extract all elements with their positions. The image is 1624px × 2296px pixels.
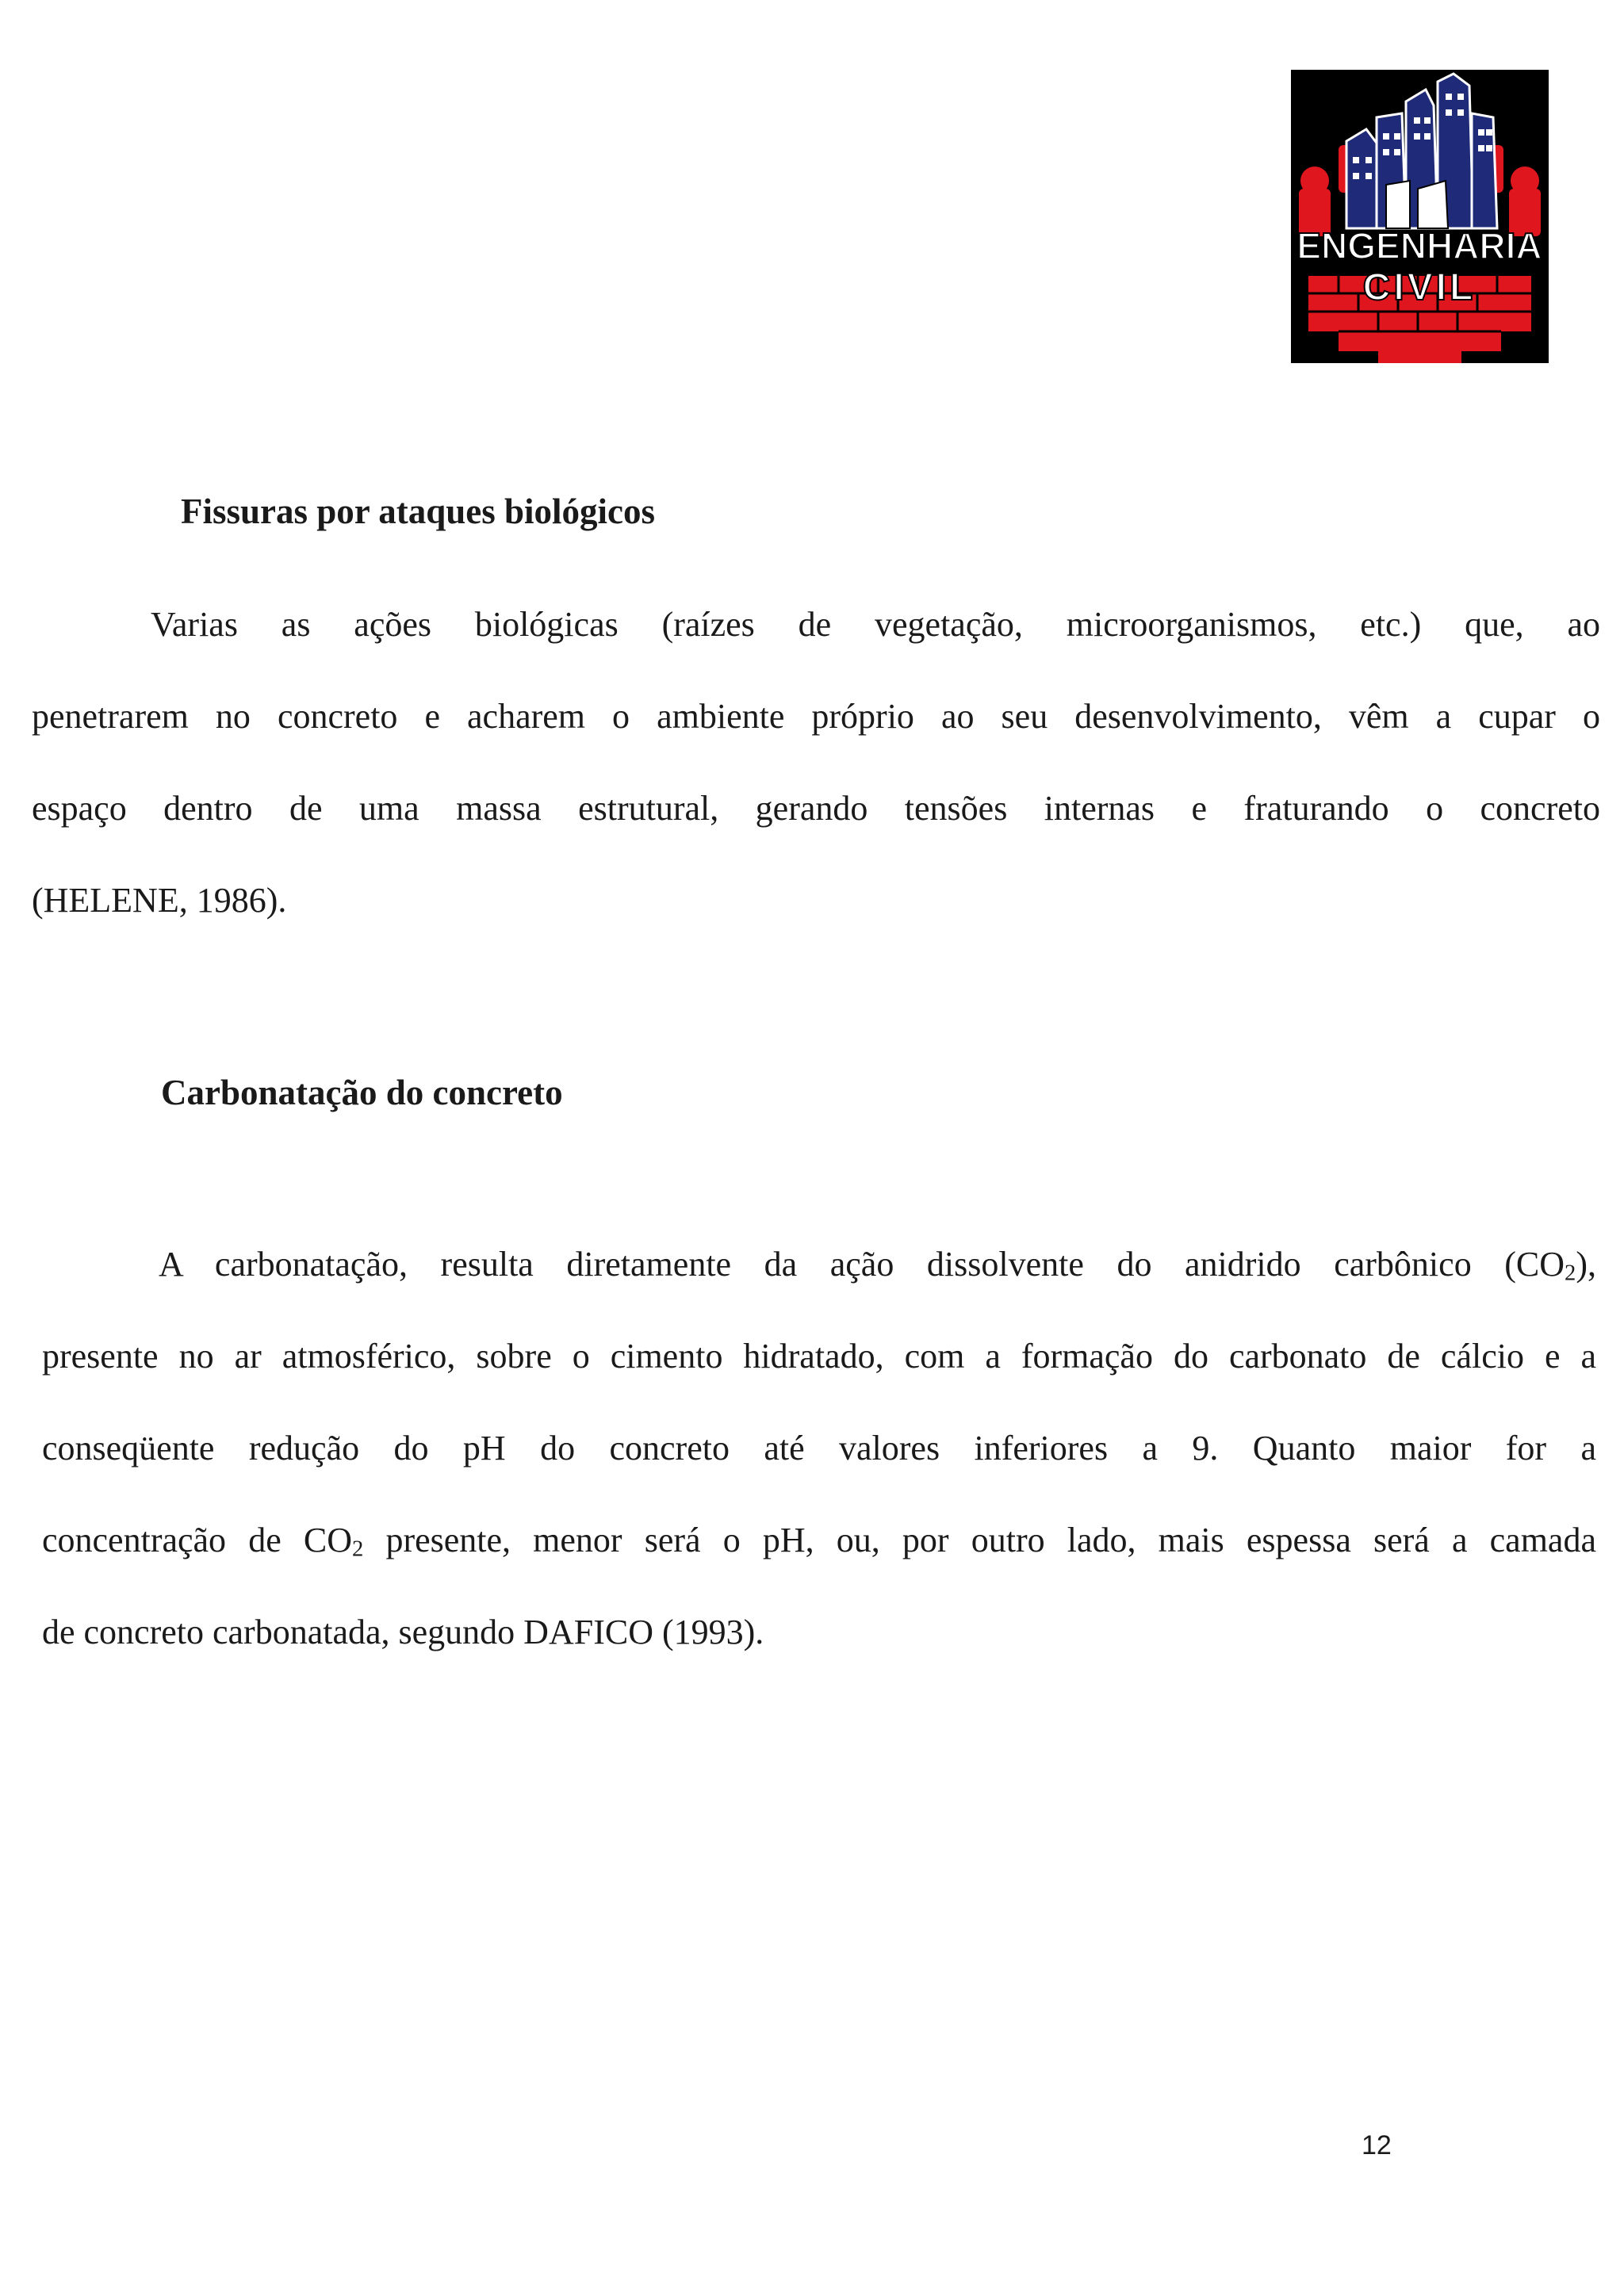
- subscript: 2: [352, 1536, 364, 1562]
- subscript: 2: [1565, 1261, 1576, 1286]
- page-number: 12: [1362, 2130, 1392, 2160]
- text-run: concentração de CO: [42, 1521, 352, 1559]
- paragraph-biological-attacks: [32, 579, 1600, 947]
- logo-text-top: ENGENHARIA: [1297, 225, 1542, 266]
- paragraph-line: Varias as ações biológicas (raízes de vegetação, microorganismos, etc.) que, ao: [151, 605, 1600, 644]
- paragraph-line: [42, 1494, 1596, 1586]
- section-heading-carbonation: Carbonatação do concreto: [161, 1073, 563, 1112]
- paragraph-line: presente no ar atmosférico, sobre o cimento hidratado, com a formação do carbonato de cálcio e a: [42, 1337, 1596, 1376]
- paragraph-line: espaço dentro de uma massa estrutural, gerando tensões internas e fraturando o concreto: [32, 789, 1600, 828]
- paragraph-line: conseqüente redução do pH do concreto até valores inferiores a 9. Quanto maior for a: [42, 1429, 1596, 1468]
- text-run: presente, menor será o pH, ou, por outro lado, mais espessa será a camada: [363, 1521, 1596, 1559]
- text-run: A carbonatação, resulta diretamente da ação dissolvente do anidrido carbônico (CO: [159, 1245, 1565, 1284]
- engenharia-civil-logo: [1291, 70, 1549, 363]
- paragraph-carbonation: [42, 1219, 1596, 1678]
- paragraph-line: (HELENE, 1986).: [32, 881, 287, 920]
- section-heading-biological-attacks: Fissuras por ataques biológicos: [181, 492, 656, 531]
- paragraph-line: [42, 1219, 1596, 1311]
- text-run: ),: [1576, 1245, 1596, 1284]
- logo-text-bottom: CIVIL: [1362, 266, 1477, 308]
- paragraph-line: penetrarem no concreto e acharem o ambiente próprio ao seu desenvolvimento, vêm a cupar o: [32, 697, 1600, 736]
- paragraph-line: de concreto carbonatada, segundo DAFICO (1993).: [42, 1613, 764, 1651]
